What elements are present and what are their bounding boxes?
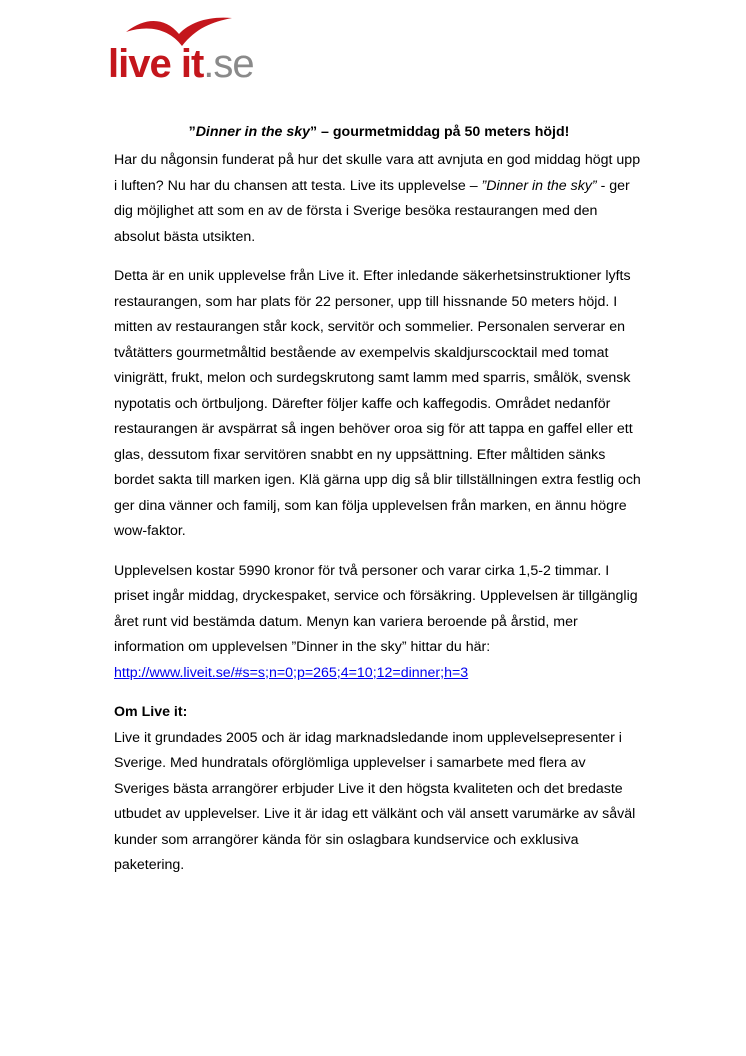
intro-paragraph: Har du någonsin funderat på hur det skulle vara att avnjuta en god middag högt upp i luften? Nu har du chansen att testa. Live its upplevelse – ”Dinner in the sky” - ger dig möjlighet att som en av de första i Sverige besöka restaurangen med den absolut bästa utsikten. [114,152,641,245]
about-heading: Om Live it: [114,704,188,720]
about-paragraph: Live it grundades 2005 och är idag marknadsledande inom upplevelsepresenter i Sverige. Med hundratals oförglömliga upplevelser i samarbete med flera av Sveriges bästa arrangörer erbjuder Live it den högsta kvaliteten och det bredaste utbudet av upplevelser. Live it är idag ett välkänt och väl ansett varumärke av såväl kunder som arrangörer kända för sin oslagbara kundservice och exklusiva paketering. [114,729,636,873]
logo-wordmark: live it.se [108,42,254,86]
liveit-logo [108,14,288,84]
page-title: ”Dinner in the sky” – gourmetmiddag på 50 meters höjd! [188,124,570,140]
press-release-body [114,122,644,879]
price-paragraph: Upplevelsen kostar 5990 kronor för två personer och varar cirka 1,5-2 timmar. I priset ingår middag, dryckespaket, service och försäkring. Upplevelsen är tillgänglig året runt vid bestämda datum. Menyn kan variera beroende på årstid, mer information om upplevelsen ”Dinner in the sky” hittar du här: http://www.liveit.se/#s=s;n=0;p=265;4=10;12=dinner;h=3 [114,562,638,681]
details-paragraph: Detta är en unik upplevelse från Live it. Efter inledande säkerhetsinstruktioner lyfts restaurangen, som har plats för 22 personer, upp till hissnande 50 meters höjd. I mitten av restaurangen står kock, servitör och sommelier. Personalen serverar en tvåtätters gourmetmåltid bestående av exempelvis skaldjurscocktail med tomat vinigrätt, frukt, melon och surdegskrutong samt lamm med sparris, smålök, svensk nypotatis och örtbuljong. Därefter följer kaffe och kaffegodis. Området nedanför restaurangen är avspärrat så ingen behöver oroa sig för att tappa en gaffel eller ett glas, dessutom fixar servitören snabbt en ny uppsättning. Efter måltiden sänks bordet sakta till marken igen. Klä gärna upp dig så blir tillställningen extra festlig och ger dina vänner och familj, som kan följa upplevelsen från marken, en ännu högre wow-faktor. [114,268,641,539]
more-info-link[interactable]: http://www.liveit.se/#s=s;n=0;p=265;4=10;12=dinner;h=3 [114,664,469,681]
